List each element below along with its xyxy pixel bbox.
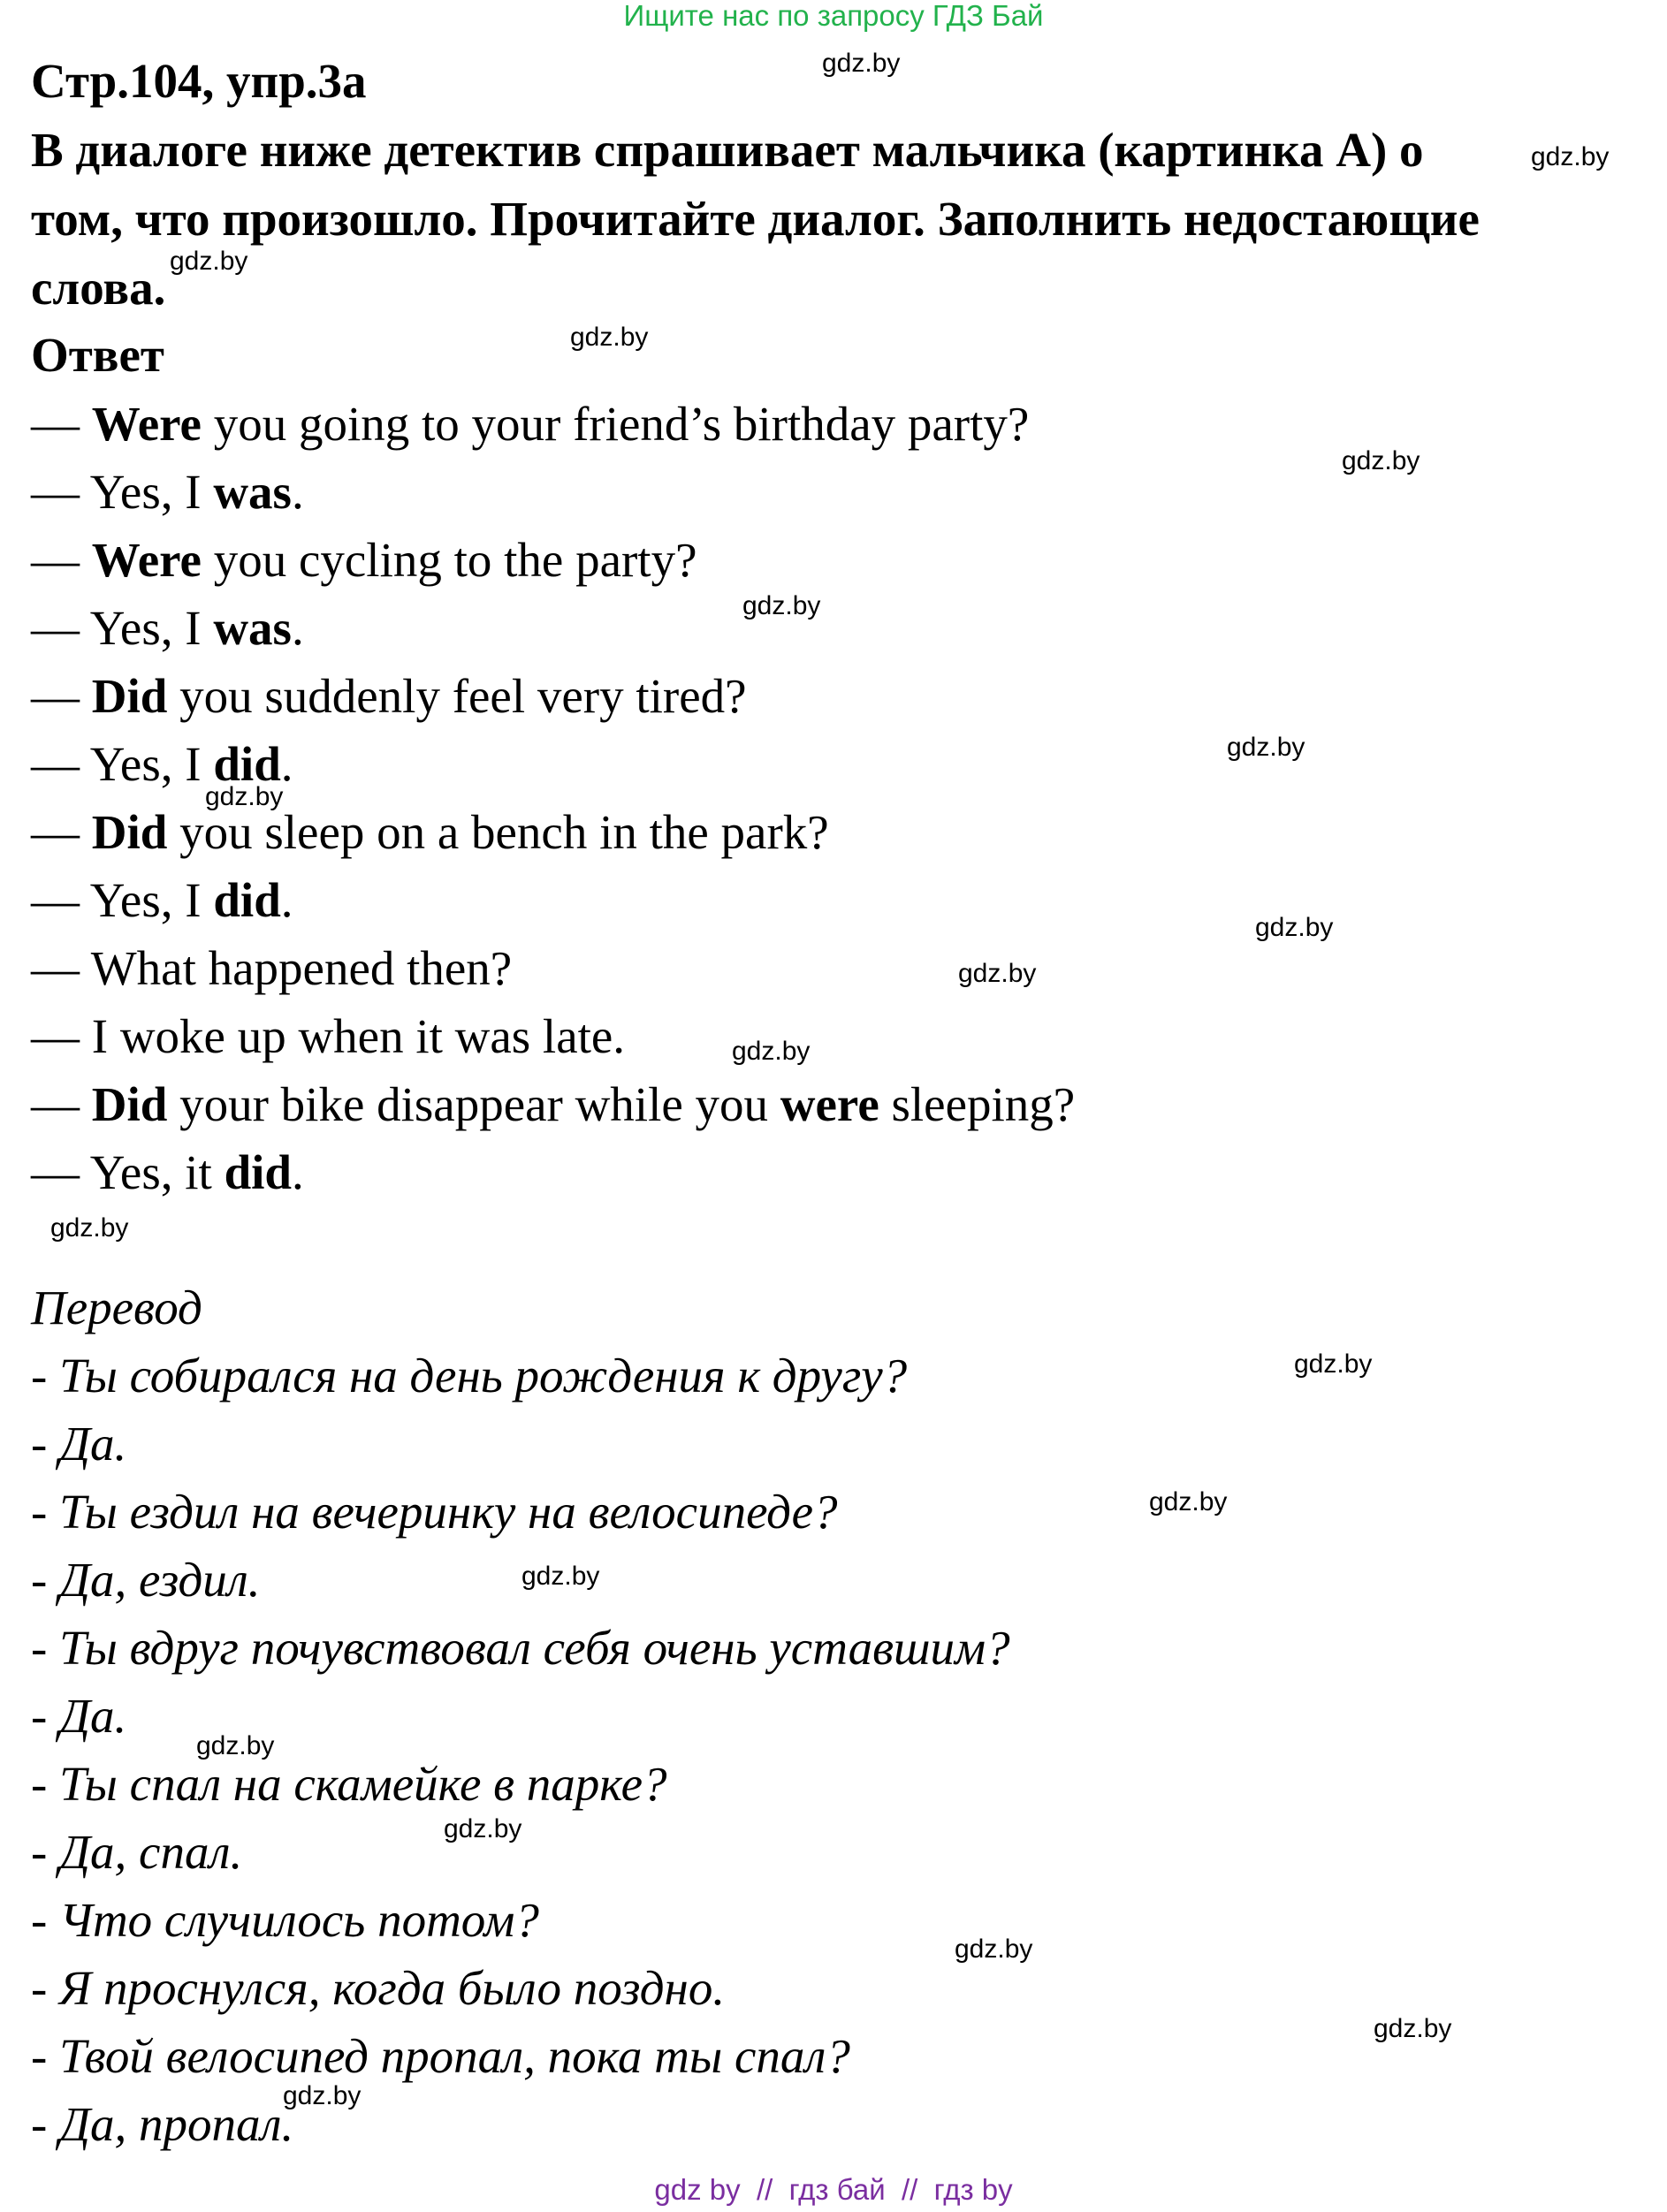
footer-links: gdz by // гдз бай // гдз by [654,2173,1013,2206]
watermark: gdz.by [170,247,248,276]
dialogue-line [31,670,747,723]
bold-answer: did [213,737,281,791]
bold-answer: Did [91,669,168,723]
watermark: gdz.by [283,2081,362,2110]
watermark: gdz.by [958,959,1037,988]
dash: — [31,873,90,927]
translation-line: - Я проснулся, когда было поздно. [31,1961,726,2015]
watermark: gdz.by [50,1213,129,1243]
line-text: you suddenly feel very tired? [167,669,747,723]
line-text: Yes, I [89,601,214,655]
watermark: gdz.by [521,1562,600,1591]
bold-answer: was [213,465,292,519]
watermark: gdz.by [1294,1349,1373,1379]
translation-line: - Да. [31,1689,127,1743]
line-text: you sleep on a bench in the park? [167,805,829,859]
dash: — [31,601,90,655]
watermark: gdz.by [822,49,901,78]
dialogue-line [31,602,304,655]
answer-heading: Ответ [31,328,164,382]
bold-answer: were [780,1077,879,1131]
watermark: gdz.by [1149,1487,1228,1516]
task-line-2: том, что произошло. Прочитайте диалог. Заполнить недостающие [31,192,1480,246]
translation-line: - Ты собирался на день рождения к другу? [31,1349,908,1402]
line-text: sleeping? [879,1077,1076,1131]
bold-answer: did [224,1145,293,1199]
watermark: gdz.by [570,323,649,352]
dash: — [31,1009,92,1063]
dialogue-line [31,398,1029,451]
dash: — [31,1077,92,1131]
page-title: Стр.104, упр.3а [31,54,367,108]
dialogue-line [31,1010,625,1063]
dialogue-line [31,942,512,995]
dash: — [31,737,90,791]
dash: — [31,1145,90,1199]
translation-line: - Да, пропал. [31,2097,294,2151]
bold-answer: Did [91,805,168,859]
dialogue-line [31,806,829,859]
watermark: gdz.by [732,1037,811,1066]
translation-line: - Твой велосипед пропал, пока ты спал? [31,2029,850,2083]
line-text: Yes, I [89,737,214,791]
bold-answer: Were [91,397,202,451]
dialogue-line [31,1078,1075,1131]
translation-line: - Да, ездил. [31,1553,261,1607]
watermark: gdz.by [205,782,284,811]
watermark: gdz.by [1374,2014,1452,2043]
task-line-1: В диалоге ниже детектив спрашивает мальчика (картинка А) о [31,123,1424,177]
line-text: Yes, it [89,1145,225,1199]
bold-answer: Were [91,533,202,587]
line-text: you going to your friend’s birthday party? [201,397,1030,451]
line-text: . [291,601,304,655]
dash: — [31,533,92,587]
dialogue-line [31,534,697,587]
translation-line: - Что случилось потом? [31,1893,539,1947]
watermark: gdz.by [1227,733,1305,762]
bold-answer: Did [91,1077,168,1131]
dash: — [31,941,91,995]
translation-heading: Перевод [31,1281,202,1334]
translation-line: - Да, спал. [31,1825,243,1879]
translation-line: - Ты ездил на вечеринку на велосипеде? [31,1485,838,1539]
line-text: Yes, I [89,465,214,519]
line-text: Yes, I [89,873,214,927]
translation-line: - Ты спал на скамейке в парке? [31,1757,667,1811]
watermark: gdz.by [444,1814,522,1843]
line-text: you cycling to the party? [201,533,697,587]
translation-line: - Ты вдруг почувствовал себя очень уставшим? [31,1621,1010,1675]
task-line-3: слова. [31,261,166,315]
translation-line: - Да. [31,1417,127,1471]
dialogue-line [31,466,304,519]
line-text: your bike disappear while you [167,1077,780,1131]
dialogue-line [31,1146,304,1199]
line-text: . [292,1145,304,1199]
line-text: . [291,465,304,519]
dialogue-line [31,874,293,927]
dash: — [31,669,92,723]
watermark: gdz.by [1342,446,1420,475]
line-text: I woke up when it was late. [91,1009,626,1063]
line-text: What happened then? [90,941,513,995]
watermark: gdz.by [196,1731,275,1760]
dash: — [31,805,92,859]
dash: — [31,397,92,451]
line-text: . [280,737,293,791]
dash: — [31,465,90,519]
watermark: gdz.by [742,591,821,620]
top-banner: Ищите нас по запросу ГДЗ Бай [623,0,1044,32]
bold-answer: did [213,873,281,927]
watermark: gdz.by [955,1935,1033,1964]
watermark: gdz.by [1531,142,1610,171]
line-text: . [280,873,293,927]
bold-answer: was [213,601,292,655]
watermark: gdz.by [1255,913,1334,942]
